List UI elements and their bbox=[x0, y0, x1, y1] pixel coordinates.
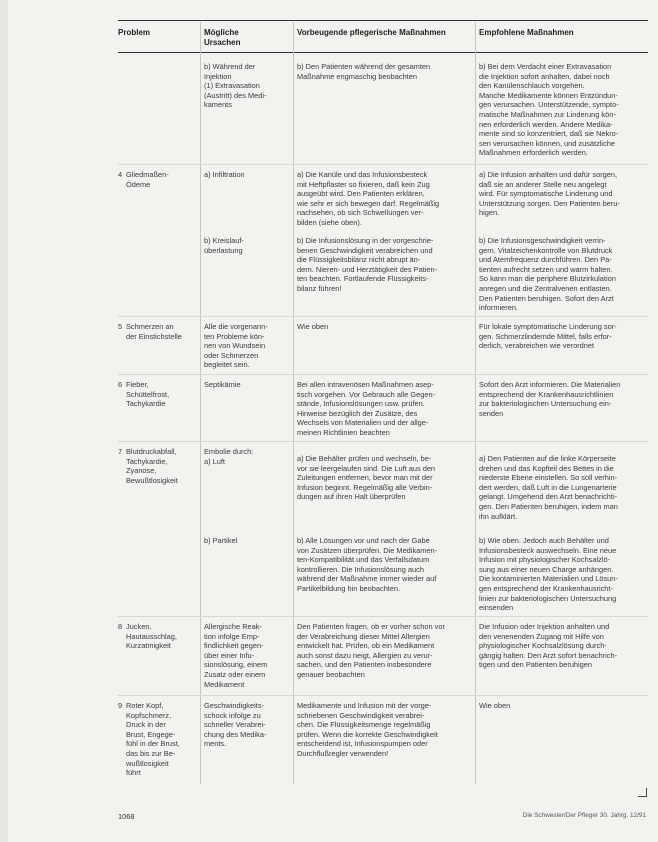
cell-problem: Gliedmaßen- Ödeme bbox=[126, 170, 169, 189]
row-number: 7 bbox=[118, 447, 123, 456]
row-rule bbox=[118, 316, 648, 317]
cell-problem: Blutdruckabfall, Tachykardie, Zyanose, Bewußtlosigkeit bbox=[126, 447, 178, 485]
cell-cause: Alle die vorgenann- ten Probleme kön- nen von Wundsein oder Schmerzen begleitet sein. bbox=[204, 322, 268, 370]
row-number: 8 bbox=[118, 622, 123, 631]
page-number: 1068 bbox=[118, 812, 135, 821]
cell-recommended: Die Infusion oder Injektion anhalten und den venenenden Zugang mit Hilfe von physiologischer Kochsalzlösung durch- gängig halten. Den Arzt sofort benachrich- tigen und den Patienten beruhigen bbox=[479, 622, 618, 670]
row-number: 9 bbox=[118, 701, 123, 710]
corner-crop-mark bbox=[638, 788, 647, 797]
cell-problem: Fieber, Schüttelfrost, Tachykardie bbox=[126, 380, 170, 409]
cell-problem: Roter Kopf, Kopfschmerz, Druck in der Brust, Engege- fühl in der Brust, das bis zur Be- wußtlosigkeit führt bbox=[126, 701, 180, 778]
cell-problem: Jucken, Hautausschlag, Kurzatmigkeit bbox=[126, 622, 177, 651]
table-top-rule bbox=[118, 20, 648, 21]
cell-preventive: Den Patienten fragen, ob er vorher schon vor der Verabreichung dieser Mittel Allergien entwickelt hat. Prüfen, ob ein Medikament auch sonst dazu neigt, Allergien zu verur- sachen, und den Patienten insbesondere genauer beobachten bbox=[297, 622, 445, 679]
header-possible-causes: Mögliche Ursachen bbox=[204, 28, 241, 47]
row-number: 5 bbox=[118, 322, 123, 331]
cell-cause: b) Während der Injektion (1) Extravasation (Austritt) des Medi- kaments bbox=[204, 62, 267, 110]
row-rule bbox=[118, 164, 648, 165]
cell-cause: b) Kreislauf- überlastung bbox=[204, 236, 244, 255]
header-rule bbox=[118, 52, 648, 53]
cell-recommended: b) Bei dem Verdacht einer Extravasation die Injektion sofort anhalten, dabei noch den Kanülenschlauch vorgehen. Manche Medikamente können Entzündun- gen verursachen. Unterstützende, sympto- matische Maßnahmen zur Linderung kön- nen erforderlich werden. Andere Medika- mente sind so konzentriert, daß sie Nekro- sen verursachen können, und zusätzliche Maßnahmen erforderlich werden. bbox=[479, 62, 619, 158]
journal-citation: Die Schwester/Der Pfleger 30. Jahrg. 12/91 bbox=[522, 812, 646, 819]
cell-recommended: b) Die Infusionsgeschwindigkeit verrin- gern. Vitalzeichenkontrolle von Blutdruck und Atemfrequenz durchführen. Den Pa- tienten aufrecht setzen und warm halten. So kann man die periphere Blutzirkulation anregen und die Zentralvenen entlasten. Den Patienten beruhigen. Sofort den Arzt informieren. bbox=[479, 236, 616, 313]
cell-recommended: a) Den Patienten auf die linke Körperseite drehen und das Kopfteil des Bettes in die niederste Ebene einstellen. So soll verhin- dert werden, daß Luft in die Lungenarterie gelangt. Umgehend den Arzt benachrichti- gen. Den Patienten beruhigen, indem man ihn aufklärt. bbox=[479, 454, 618, 521]
cell-cause: Septikämie bbox=[204, 380, 241, 389]
cell-preventive: Wie oben bbox=[297, 322, 329, 331]
cell-preventive: Medikamente und Infusion mit der vorge- schriebenen Geschwindigkeit verabrei- chen. Die Flüssigkeitsmenge regelmäßig prüfen. Wenn die korrekte Geschwindigkeit entscheidend ist, Infusionspumpen oder Durchflußregler verwenden! bbox=[297, 701, 438, 758]
cell-cause: b) Partikel bbox=[204, 536, 238, 545]
page-spine-shadow bbox=[0, 0, 8, 842]
row-number: 6 bbox=[118, 380, 123, 389]
row-rule bbox=[118, 695, 648, 696]
row-rule bbox=[118, 441, 648, 442]
cell-recommended: a) Die Infusion anhalten und dafür sorgen, daß sie an anderer Stelle neu angelegt wird. Für symptomatische Linderung und Unterstützung sorgen. Den Patienten beru- higen. bbox=[479, 170, 620, 218]
cell-cause: Embolie durch: a) Luft bbox=[204, 447, 254, 466]
cell-recommended: Sofort den Arzt informieren. Die Materialien entsprechend der Krankenhausrichtlinien zur bakteriologischen Untersuchung ein- senden bbox=[479, 380, 621, 418]
cell-recommended: Wie oben bbox=[479, 701, 511, 710]
cell-recommended: Für lokale symptomatische Linderung sor- gen. Schmerzlindernde Mittel, falls erfor- derlich, verabreichen wie verordnet bbox=[479, 322, 617, 351]
cell-recommended: b) Wie oben. Jedoch auch Behälter und Infusionsbesteck auswechseln. Eine neue Infusion mit physiologischer Kochsalzlö- sung aus einer neuen Charge anhängen. Die kontaminierten Materialien und Lösun- gen entsprechend der Krankenhausricht- linien zur bakteriologischen Untersuchung einsenden bbox=[479, 536, 618, 613]
cell-cause: a) Infiltration bbox=[204, 170, 245, 179]
column-divider bbox=[475, 22, 476, 784]
cell-preventive: Bei allen intravenösen Maßnahmen asep- tisch vorgehen. Vor Gebrauch alle Gegen- stände, Infusionslösungen usw. prüfen. Hinweise bezüglich der Zusätze, des Wechsels von Materialien und der allge- meinen Richtlinien beachten bbox=[297, 380, 436, 437]
row-rule bbox=[118, 374, 648, 375]
column-divider bbox=[293, 22, 294, 784]
cell-preventive: b) Den Patienten während der gesamten Maßnahme engmaschig beobachten bbox=[297, 62, 431, 81]
cell-preventive: b) Die Infusionslösung in der vorgeschrie- benen Geschwindigkeit verabreichen und die Flüssigkeitsbilanz nicht abrupt än- dern. Nieren- und Herztätigkeit des Patien- ten beachten. Fortlaufende Flüssigkeits- bilanz führen! bbox=[297, 236, 438, 293]
row-rule bbox=[118, 616, 648, 617]
cell-preventive: a) Die Behälter prüfen und wechseln, be- vor sie leergelaufen sind. Die Luft aus den Zuleitungen entfernen, bevor man mit der Infusion beginnt. Regelmäßig alle Verbin- dungen auf ihren Halt überprüfen bbox=[297, 454, 436, 502]
header-problem: Problem bbox=[118, 28, 151, 37]
header-recommended-measures: Empfohlene Maßnahmen bbox=[479, 28, 574, 37]
cell-cause: Geschwindigkeits- schock infolge zu schneller Verabrei- chung des Medika- ments. bbox=[204, 701, 267, 749]
cell-preventive: b) Alle Lösungen vor und nach der Gabe von Zusätzen überprüfen. Die Medikamen- ten-Kompatibilität und das Verfallsdatum kontrollieren. Die Infusionslösung auch während der Maßnahme immer wieder auf Partikelbildung hin beobachten. bbox=[297, 536, 438, 593]
cell-cause: Allergische Reak- tion infolge Emp- findlichkeit gegen- über einer Infu- sionslösung, einem Zusatz oder einem Medikament bbox=[204, 622, 268, 689]
header-preventive-measures: Vorbeugende pflegerische Maßnahmen bbox=[297, 28, 446, 37]
row-number: 4 bbox=[118, 170, 123, 179]
cell-preventive: a) Die Kanüle und das Infusionsbesteck mit Heftpflaster so fixieren, daß kein Zug ausgeübt wird. Den Patienten erklären, wie sehr er sich bewegen darf. Regelmäßig nachsehen, ob sich Schwellungen ver- bilden (siehe oben). bbox=[297, 170, 440, 227]
column-divider bbox=[200, 22, 201, 784]
cell-problem: Schmerzen an der Einstichstelle bbox=[126, 322, 182, 341]
